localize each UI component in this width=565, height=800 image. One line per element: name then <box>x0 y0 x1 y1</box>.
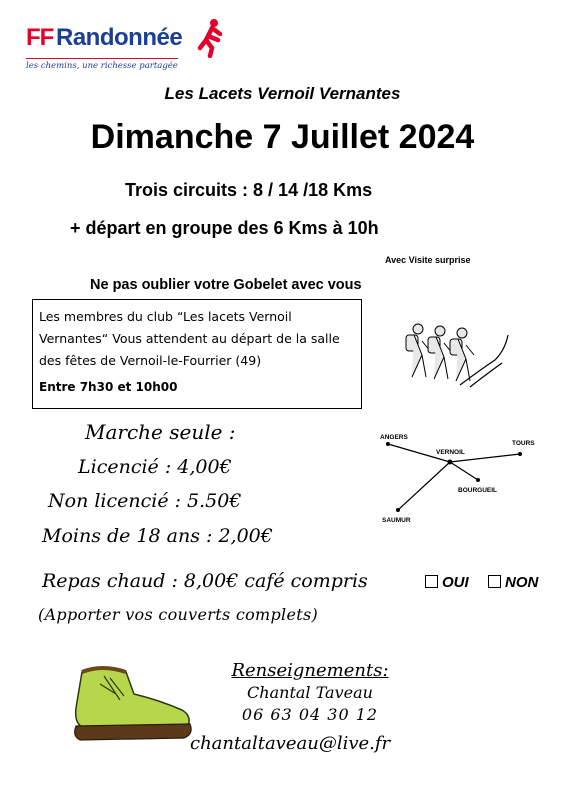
group-departure: + départ en groupe des 6 Kms à 10h <box>70 218 379 238</box>
event-date: Dimanche 7 Juillet 2024 <box>90 118 475 156</box>
map-label-saumur: SAUMUR <box>382 517 411 524</box>
logo-rando-text: Randonnée <box>56 24 183 51</box>
hikers-illustration <box>400 315 510 390</box>
logo-ff-text: FF <box>26 24 54 51</box>
yes-label: OUI <box>442 574 469 591</box>
meal-yes-option[interactable] <box>425 574 469 591</box>
no-label: NON <box>505 574 539 591</box>
contact-name: Chantal Taveau <box>247 683 373 702</box>
surprise-note: Avec Visite surprise <box>385 255 471 265</box>
meal-label: Repas chaud : 8,00€ café compris <box>42 570 368 592</box>
yes-checkbox[interactable] <box>425 575 438 588</box>
info-box-text: Les membres du club “Les lacets Vernoil Vernantes“ Vous attendent au départ de la salle des fêtes de Vernoil-le-Fourrier (49) <box>39 309 340 368</box>
club-name: Les Lacets Vernoil Vernantes <box>164 84 401 103</box>
cup-reminder: Ne pas oublier votre Gobelet avec vous <box>90 277 362 293</box>
no-checkbox[interactable] <box>488 575 501 588</box>
meal-no-option[interactable] <box>488 574 538 591</box>
price-unlicensed: Non licencié : 5.50€ <box>48 490 242 512</box>
cutlery-note: (Apporter vos couverts complets) <box>38 605 319 624</box>
contact-block <box>215 660 405 726</box>
contact-title: Renseignements: <box>231 660 389 681</box>
map-label-tours: TOURS <box>512 440 535 447</box>
map-label-vernoil: VERNOIL <box>436 449 465 456</box>
info-box-hours: Entre 7h30 et 10h00 <box>39 380 178 394</box>
contact-phone[interactable]: 06 63 04 30 12 <box>241 705 379 724</box>
circuits-info: Trois circuits : 8 / 14 /18 Kms <box>125 180 373 200</box>
price-licensed: Licencié : 4,00€ <box>78 456 232 478</box>
info-box <box>32 299 362 409</box>
map-label-bourgueil: BOURGUEIL <box>458 487 497 494</box>
price-under-18: Moins de 18 ans : 2,00€ <box>42 525 273 547</box>
contact-email[interactable]: chantaltaveau@live.fr <box>190 733 391 754</box>
ffrandonnee-logo <box>26 18 226 78</box>
route-map <box>370 430 550 525</box>
logo-tagline: les chemins, une richesse partagée <box>26 58 178 71</box>
price-title: Marche seule : <box>85 420 236 444</box>
map-label-angers: ANGERS <box>380 434 408 441</box>
hiking-boot-illustration <box>64 664 196 744</box>
walker-logo-icon <box>194 18 226 58</box>
